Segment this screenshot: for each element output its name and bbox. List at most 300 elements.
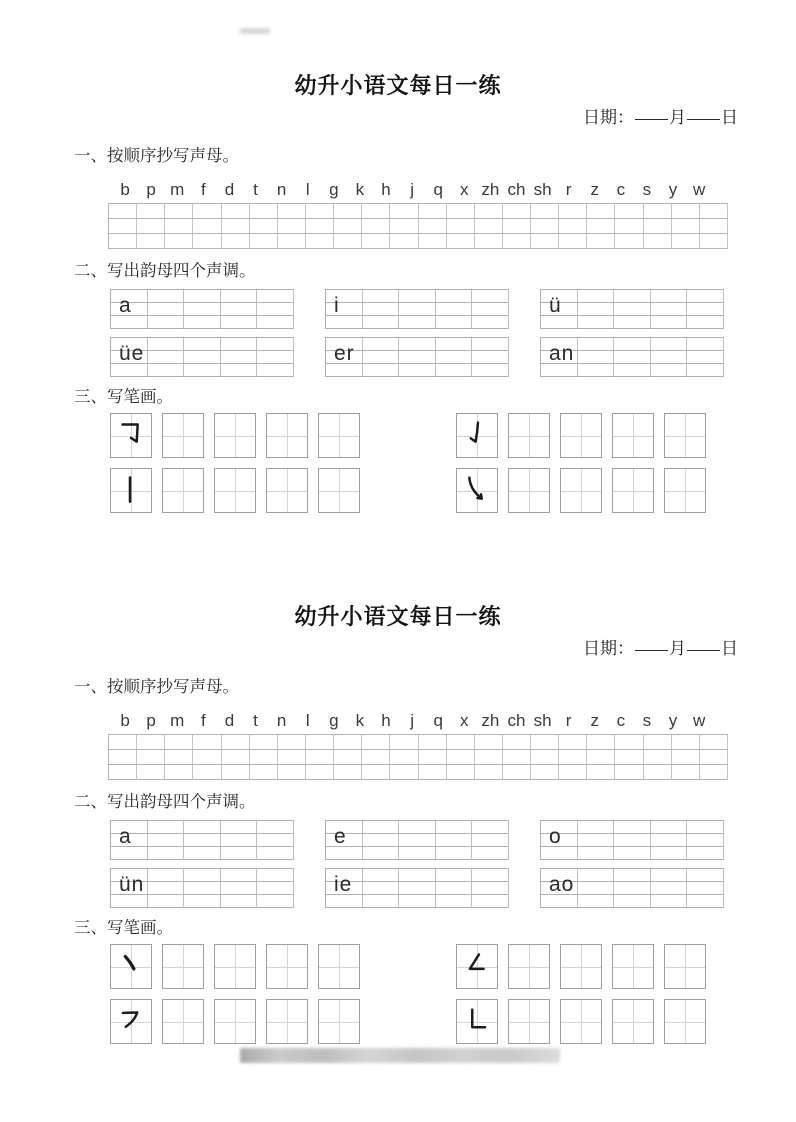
stroke-row (456, 999, 706, 1044)
blurred-watermark (240, 1048, 560, 1063)
page-title: 幼升小语文每日一练 (294, 73, 502, 98)
grid-cell (193, 750, 221, 765)
grid-cell (257, 338, 294, 351)
grid-cell (475, 204, 503, 219)
grid-cell (578, 290, 615, 303)
grid-cell (137, 234, 165, 249)
grid-cell (109, 750, 137, 765)
grid-cell (503, 219, 531, 234)
grid-cell (334, 735, 362, 750)
grid-cell (587, 234, 615, 249)
grid-cell (399, 338, 436, 351)
grid-cell (436, 303, 473, 316)
grid-cell (419, 234, 447, 249)
date-day-label: 日 (721, 639, 738, 658)
worksheet (0, 603, 796, 1044)
initial-letter: r (565, 180, 572, 199)
grid-cell (472, 834, 509, 847)
grid-cell (436, 364, 473, 377)
initials-row (112, 711, 712, 731)
grid-cell (651, 364, 688, 377)
initial-letter: k (355, 711, 365, 730)
grid-cell (531, 219, 559, 234)
strokes-area (110, 413, 796, 513)
grid-cell (559, 735, 587, 750)
grid-cell (700, 765, 728, 780)
grid-cell (578, 821, 615, 834)
stroke-practice-box (612, 413, 654, 458)
final-practice-grid (325, 868, 509, 908)
grid-cell (278, 735, 306, 750)
grid-cell (221, 847, 258, 860)
grid-cell (472, 351, 509, 364)
grid-cell (221, 834, 258, 847)
grid-cell (436, 882, 473, 895)
grid-cell (651, 869, 688, 882)
grid-cell (257, 351, 294, 364)
grid-cell (615, 219, 643, 234)
grid-cell (472, 364, 509, 377)
initial-letter: m (170, 711, 185, 730)
grid-cell (447, 750, 475, 765)
grid-cell (503, 765, 531, 780)
grid-cell (363, 821, 400, 834)
date-month-blank (635, 116, 668, 120)
grid-cell (363, 882, 400, 895)
grid-cell (559, 234, 587, 249)
grid-cell (334, 750, 362, 765)
grid-cell (184, 338, 221, 351)
grid-cell (447, 219, 475, 234)
grid-cell (651, 351, 688, 364)
final-letter: i (334, 294, 340, 317)
initial-letter: j (410, 180, 414, 199)
grid-cell (184, 847, 221, 860)
stroke-example-box (110, 468, 152, 513)
grid-cell (193, 219, 221, 234)
grid-cell (148, 821, 185, 834)
grid-cell (399, 869, 436, 882)
initial-letter: q (433, 180, 443, 199)
grid-cell (165, 765, 193, 780)
grid-cell (326, 290, 363, 303)
final-practice-grid (540, 820, 724, 860)
grid-cell (363, 834, 400, 847)
grid-cell (687, 895, 724, 908)
page-title: 幼升小语文每日一练 (294, 604, 502, 629)
finals-area (110, 820, 796, 908)
stroke-row (456, 468, 706, 513)
initial-letter: z (590, 711, 599, 730)
initial-letter: r (565, 711, 572, 730)
grid-cell (221, 821, 258, 834)
grid-cell (278, 234, 306, 249)
grid-cell (193, 234, 221, 249)
grid-cell (137, 735, 165, 750)
stroke-na-glyph (457, 469, 497, 512)
strokes-area (110, 944, 796, 1044)
grid-cell (193, 765, 221, 780)
final-practice-grid (110, 289, 294, 329)
grid-cell (472, 821, 509, 834)
grid-cell (278, 219, 306, 234)
grid-cell (615, 765, 643, 780)
grid-cell (184, 882, 221, 895)
grid-cell (559, 765, 587, 780)
grid-cell (578, 834, 615, 847)
grid-cell (148, 364, 185, 377)
stroke-practice-box (560, 413, 602, 458)
grid-cell (436, 351, 473, 364)
grid-cell (326, 303, 363, 316)
grid-cell (109, 204, 137, 219)
initial-letter: sh (533, 180, 552, 199)
grid-cell (687, 303, 724, 316)
grid-cell (614, 316, 651, 329)
grid-cell (165, 219, 193, 234)
grid-cell (221, 351, 258, 364)
final-letter: ie (334, 873, 353, 896)
grid-cell (672, 219, 700, 234)
stroke-group-left (110, 944, 360, 1044)
grid-cell (700, 219, 728, 234)
stroke-practice-box (162, 944, 204, 989)
stroke-practice-box (318, 413, 360, 458)
grid-cell (184, 290, 221, 303)
grid-cell (184, 821, 221, 834)
date-line (0, 106, 796, 130)
grid-cell (419, 204, 447, 219)
final-letter: a (119, 825, 132, 848)
grid-cell (257, 869, 294, 882)
stroke-practice-box (560, 468, 602, 513)
grid-cell (184, 834, 221, 847)
initial-letter: n (276, 180, 287, 199)
initial-letter: m (170, 180, 185, 199)
grid-cell (363, 338, 400, 351)
grid-cell (651, 290, 688, 303)
initial-letter: h (381, 180, 391, 199)
initial-letter: w (692, 180, 706, 199)
grid-cell (651, 882, 688, 895)
grid-cell (687, 821, 724, 834)
stroke-row (110, 413, 360, 458)
initial-letter: w (692, 711, 706, 730)
grid-cell (257, 316, 294, 329)
grid-cell (221, 290, 258, 303)
grid-cell (472, 290, 509, 303)
stroke-practice-box (266, 468, 308, 513)
stroke-heng-zhe-gou-glyph (111, 414, 151, 457)
stroke-row (110, 999, 360, 1044)
stroke-practice-box (214, 413, 256, 458)
date-label: 日期： (583, 639, 634, 658)
grid-cell (672, 765, 700, 780)
grid-cell (687, 882, 724, 895)
grid-cell (148, 882, 185, 895)
initial-letter: p (146, 180, 156, 199)
grid-cell (222, 204, 250, 219)
grid-cell (250, 234, 278, 249)
initial-letter: zh (481, 180, 500, 199)
grid-cell (363, 364, 400, 377)
final-letter: er (334, 342, 355, 365)
grid-cell (447, 204, 475, 219)
grid-cell (587, 735, 615, 750)
grid-cell (306, 204, 334, 219)
initial-letter: f (200, 711, 206, 730)
grid-cell (436, 338, 473, 351)
grid-cell (447, 735, 475, 750)
grid-cell (165, 234, 193, 249)
grid-cell (651, 316, 688, 329)
grid-cell (672, 234, 700, 249)
grid-cell (184, 316, 221, 329)
final-letter: e (334, 825, 347, 848)
grid-cell (614, 303, 651, 316)
grid-cell (644, 750, 672, 765)
grid-cell (184, 869, 221, 882)
initial-letter: y (668, 711, 678, 730)
final-letter: üe (119, 342, 145, 365)
grid-cell (278, 765, 306, 780)
grid-cell (447, 765, 475, 780)
grid-cell (687, 847, 724, 860)
initials-row (112, 180, 712, 200)
initial-letter: q (433, 711, 443, 730)
stroke-example-box (110, 944, 152, 989)
stroke-practice-box (266, 999, 308, 1044)
stroke-practice-box (214, 999, 256, 1044)
stroke-practice-box (318, 468, 360, 513)
stroke-practice-box (214, 468, 256, 513)
grid-cell (644, 735, 672, 750)
grid-cell (148, 869, 185, 882)
grid-cell (257, 290, 294, 303)
grid-cell (436, 821, 473, 834)
initial-letter: c (616, 180, 626, 199)
grid-cell (559, 750, 587, 765)
grid-cell (672, 735, 700, 750)
grid-cell (700, 735, 728, 750)
grid-cell (614, 290, 651, 303)
grid-cell (137, 750, 165, 765)
date-month-label: 月 (669, 108, 686, 127)
grid-cell (578, 338, 615, 351)
initial-letter: l (305, 711, 310, 730)
grid-cell (578, 303, 615, 316)
stroke-practice-box (162, 468, 204, 513)
grid-cell (137, 219, 165, 234)
final-letter: ao (549, 873, 575, 896)
grid-cell (222, 735, 250, 750)
grid-cell (137, 204, 165, 219)
grid-cell (503, 234, 531, 249)
date-day-blank (687, 647, 720, 651)
stroke-group-right (456, 413, 706, 513)
grid-cell (306, 219, 334, 234)
grid-cell (472, 882, 509, 895)
grid-cell (148, 895, 185, 908)
stroke-example-box (456, 413, 498, 458)
grid-cell (399, 316, 436, 329)
grid-cell (503, 204, 531, 219)
grid-cell (436, 895, 473, 908)
grid-cell (472, 338, 509, 351)
initial-letter: c (616, 711, 626, 730)
grid-cell (399, 290, 436, 303)
grid-cell (472, 316, 509, 329)
initials-copy-grid (108, 203, 728, 249)
grid-cell (184, 351, 221, 364)
grid-cell (615, 735, 643, 750)
grid-cell (221, 338, 258, 351)
grid-cell (390, 204, 418, 219)
stroke-example-box (456, 999, 498, 1044)
initial-letter: h (381, 711, 391, 730)
grid-cell (700, 234, 728, 249)
grid-cell (399, 351, 436, 364)
grid-cell (148, 847, 185, 860)
grid-cell (399, 303, 436, 316)
stroke-practice-box (612, 944, 654, 989)
grid-cell (559, 219, 587, 234)
grid-cell (475, 750, 503, 765)
grid-cell (436, 869, 473, 882)
grid-cell (334, 219, 362, 234)
stroke-practice-box (318, 999, 360, 1044)
grid-cell (614, 882, 651, 895)
date-day-label: 日 (721, 108, 738, 127)
grid-cell (109, 735, 137, 750)
stroke-practice-box (612, 999, 654, 1044)
grid-cell (644, 204, 672, 219)
grid-cell (148, 290, 185, 303)
initial-letter: sh (533, 711, 552, 730)
grid-cell (362, 735, 390, 750)
final-practice-grid (325, 820, 509, 860)
final-letter: an (549, 342, 575, 365)
initial-letter: x (460, 180, 469, 199)
grid-cell (362, 765, 390, 780)
stroke-example-box (456, 944, 498, 989)
grid-cell (184, 364, 221, 377)
grid-cell (221, 316, 258, 329)
grid-cell (390, 234, 418, 249)
grid-cell (615, 750, 643, 765)
grid-cell (578, 869, 615, 882)
final-practice-grid (325, 337, 509, 377)
initial-letter: b (120, 711, 130, 730)
grid-cell (687, 316, 724, 329)
stroke-practice-box (162, 413, 204, 458)
final-practice-grid (110, 868, 294, 908)
stroke-practice-box (508, 999, 550, 1044)
grid-cell (399, 882, 436, 895)
stroke-practice-box (664, 468, 706, 513)
date-month-label: 月 (669, 639, 686, 658)
stroke-practice-box (664, 413, 706, 458)
stroke-practice-box (560, 944, 602, 989)
grid-cell (419, 750, 447, 765)
grid-cell (475, 765, 503, 780)
grid-cell (334, 204, 362, 219)
grid-cell (165, 735, 193, 750)
stroke-shu-zhe-glyph (457, 1000, 497, 1043)
grid-cell (419, 735, 447, 750)
grid-cell (165, 204, 193, 219)
stroke-practice-box (508, 468, 550, 513)
grid-cell (148, 351, 185, 364)
grid-cell (363, 895, 400, 908)
stroke-practice-box (162, 999, 204, 1044)
grid-cell (257, 882, 294, 895)
grid-cell (221, 364, 258, 377)
grid-cell (257, 821, 294, 834)
final-letter: a (119, 294, 132, 317)
stroke-practice-box (508, 944, 550, 989)
initial-letter: y (668, 180, 678, 199)
initial-letter: k (355, 180, 365, 199)
grid-cell (250, 750, 278, 765)
grid-cell (614, 364, 651, 377)
grid-cell (334, 234, 362, 249)
grid-cell (531, 765, 559, 780)
grid-cell (578, 316, 615, 329)
grid-cell (687, 834, 724, 847)
grid-cell (578, 351, 615, 364)
stroke-practice-box (266, 944, 308, 989)
grid-cell (672, 750, 700, 765)
stroke-practice-box (664, 944, 706, 989)
grid-cell (651, 834, 688, 847)
grid-cell (165, 750, 193, 765)
grid-cell (436, 847, 473, 860)
grid-cell (193, 204, 221, 219)
grid-cell (363, 316, 400, 329)
grid-cell (687, 351, 724, 364)
stroke-example-box (456, 468, 498, 513)
initial-letter: t (253, 180, 258, 199)
grid-cell (651, 847, 688, 860)
stroke-practice-box (612, 468, 654, 513)
grid-cell (137, 765, 165, 780)
stroke-practice-box (560, 999, 602, 1044)
grid-cell (700, 204, 728, 219)
grid-cell (503, 750, 531, 765)
grid-cell (436, 834, 473, 847)
date-day-blank (687, 116, 720, 120)
grid-cell (578, 847, 615, 860)
grid-cell (222, 219, 250, 234)
grid-cell (257, 834, 294, 847)
grid-cell (578, 364, 615, 377)
grid-cell (257, 364, 294, 377)
grid-cell (687, 338, 724, 351)
section3-label: 三、写笔画。 (74, 387, 173, 406)
stroke-practice-box (214, 944, 256, 989)
final-letter: ü (549, 294, 562, 317)
stroke-practice-box (508, 413, 550, 458)
grid-cell (221, 303, 258, 316)
grid-cell (363, 869, 400, 882)
grid-cell (257, 895, 294, 908)
final-practice-grid (325, 289, 509, 329)
grid-cell (184, 303, 221, 316)
grid-cell (148, 834, 185, 847)
final-practice-grid (540, 337, 724, 377)
grid-cell (306, 735, 334, 750)
